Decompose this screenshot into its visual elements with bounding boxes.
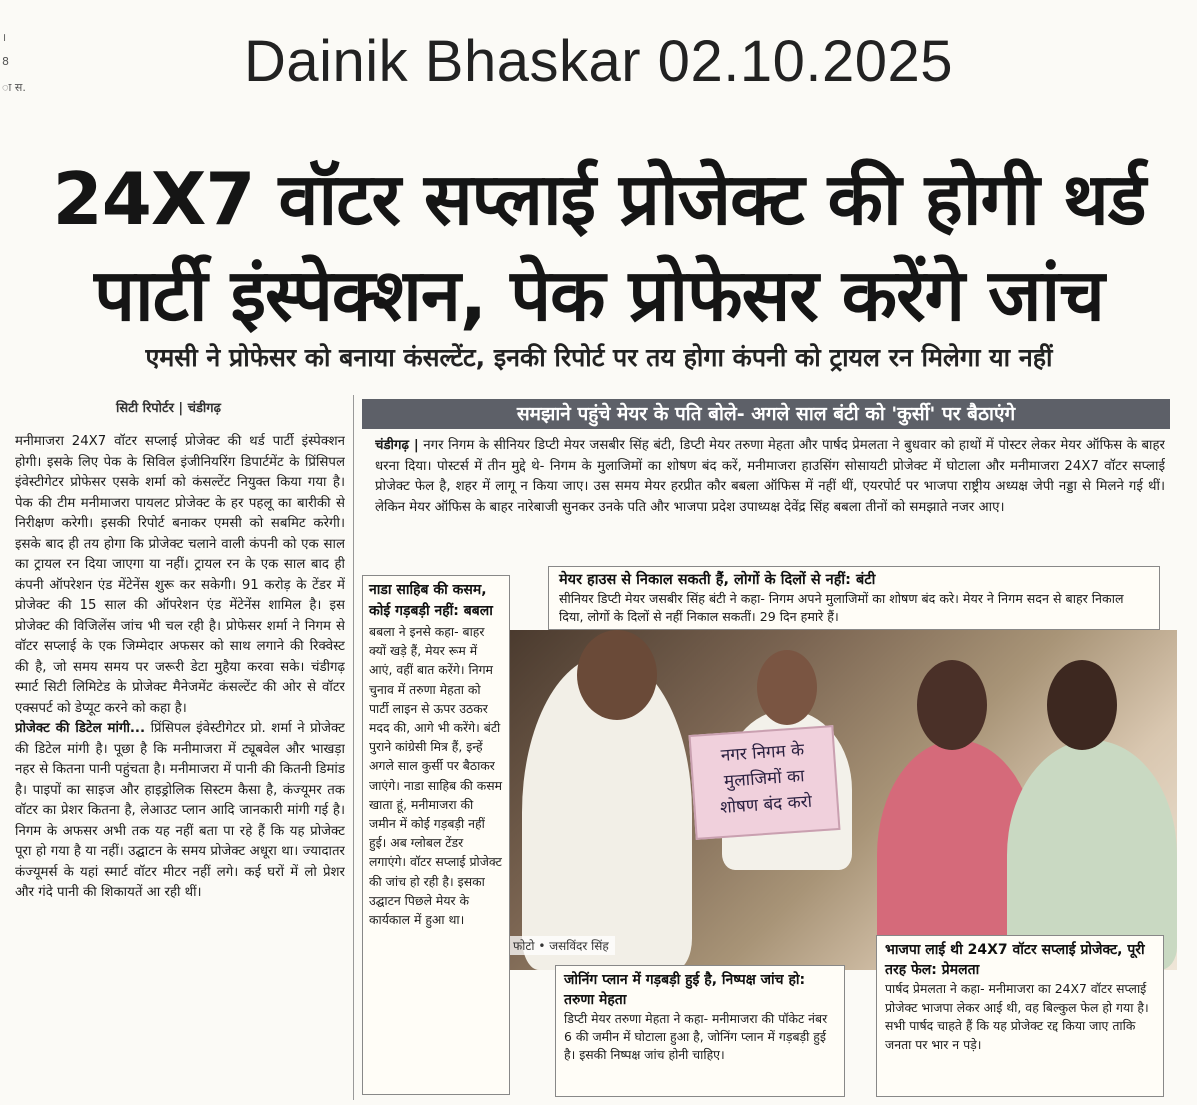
side-story-banner: समझाने पहुंचे मेयर के पति बोले- अगले साल बंटी को 'कुर्सी' पर बैठाएंगे	[362, 399, 1170, 429]
quote-box-premlata	[876, 935, 1164, 1097]
news-photo	[507, 630, 1177, 970]
source-label: Dainik Bhaskar 02.10.2025	[244, 29, 953, 94]
quote-box-heading: नाडा साहिब की कसम, कोई गड़बड़ी नहीं: बबला	[369, 582, 493, 619]
photo-person-head	[757, 650, 817, 725]
headline-line-1: 24X7 वॉटर सप्लाई प्रोजेक्ट की होगी थर्ड	[52, 157, 1146, 241]
photo-credit: फोटो • जसविंदर सिंह	[507, 936, 615, 955]
main-story-subhead: प्रोजेक्ट की डिटेल मांगी...	[15, 721, 146, 736]
headline-line-2: पार्टी इंस्पेक्शन, पेक प्रोफेसर करेंगे जांच	[94, 253, 1104, 337]
byline: सिटी रिपोर्टर | चंडीगढ़	[116, 401, 221, 416]
quote-box-body: पार्षद प्रेमलता ने कहा- मनीमाजरा का 24X7 वॉटर सप्लाई प्रोजेक्ट भाजपा लेकर आई थी, वह बिल्कुल फेल हो गया है। सभी पार्षद चाहते हैं कि यह प्रोजेक्ट रद्द किया जाए ताकि जनता पर भार न पड़े।	[885, 981, 1149, 1052]
photo-person-head	[917, 660, 987, 750]
edge-fragment-3: ा स.	[2, 81, 26, 94]
quote-box-heading: भाजपा लाई थी 24X7 वॉटर सप्लाई प्रोजेक्ट, पूरी तरह फेल: प्रेमलता	[885, 942, 1145, 978]
photo-person-head	[1047, 660, 1117, 750]
column-divider	[353, 395, 354, 1100]
quote-box-body: बबला ने इनसे कहा- बाहर क्यों खड़े हैं, मेयर रूम में आएं, वहीं बात करेंगे। निगम चुनाव में तरुणा मेहता को पार्टी लाइन से ऊपर उठकर मदद की, आगे भी करेंगे। बंटी पुराने कांग्रेसी मित्र हैं, इन्हें अगले साल कुर्सी पर बैठाकर जाएंगे। नाडा साहिब की कसम खाता हूं, मनीमाजरा की जमीन में कोई गड़बड़ी नहीं हुई। अब ग्लोबल टेंडर लगाएंगे। वॉटर सप्लाई प्रोजेक्ट की जांच हो रही है। इसका उद्घाटन पिछले मेयर के कार्यकाल में हुआ था।	[369, 624, 503, 928]
main-story	[15, 432, 345, 1092]
placard-line: शोषण बंद करो	[719, 791, 813, 819]
subheadline: एमसी ने प्रोफेसर को बनाया कंसल्टेंट, इनकी रिपोर्ट पर तय होगा कंपनी को ट्रायल रन मिलेगा या नहीं	[145, 343, 1053, 372]
quote-box-heading: मेयर हाउस से निकाल सकती हैं, लोगों के दिलों से नहीं: बंटी	[559, 572, 876, 588]
main-story-paragraph-1: मनीमाजरा 24X7 वॉटर सप्लाई प्रोजेक्ट की थर्ड पार्टी इंस्पेक्शन होगी। इसके लिए पेक के सिविल इंजीनियरिंग डिपार्टमेंट के प्रिंसिपल इंवेस्टीगेटर प्रोफेसर एसके शर्मा को कंसल्टेंट नियुक्त किया गया है। पेक की टीम मनीमाजरा पायलट प्रोजेक्ट के हर पहलू का बारीकी से निरीक्षण करेगी। इसकी रिपोर्ट बनाकर एमसी को सबमिट करेगी। इसके बाद ही तय होगा कि प्रोजेक्ट चलाने वाली कंपनी को एक साल का ट्रायल रन दिया जाएगा या नहीं। ट्रायल रन के एक साल बाद ही कंपनी ऑपरेशन एंड मेंटेनेंस शुरू कर सकेगी। 91 करोड़ के टेंडर में प्रोजेक्ट की 15 साल की ऑपरेशन एंड मेंटेनेंस शामिल है। इस प्रोजेक्ट की विजिलेंस जांच भी चल रही है। प्रोफेसर शर्मा ने निगम से वॉटर सप्लाई के एक जिम्मेदार अफसर को साथ लगाने की रिक्वेस्ट की है, जो समय समय पर जरूरी डेटा मुहैया करवा सके। चंडीगढ़ स्मार्ट सिटी लिमिटेड के प्रोजेक्ट मैनेजमेंट कंसल्टेंट की ओर से वॉटर एक्सपर्ट को डेप्यूट करने को कहा है।	[15, 434, 345, 716]
quote-box-taruna	[555, 965, 845, 1097]
quote-box-babla	[362, 575, 510, 1095]
quote-box-body: डिप्टी मेयर तरुणा मेहता ने कहा- मनीमाजरा की पॉकेट नंबर 6 की जमीन में घोटाला हुआ है, जोनिंग प्लान में गड़बड़ी हुई है। इसकी निष्पक्ष जांच होनी चाहिए।	[564, 1011, 828, 1062]
quote-box-bunty	[548, 566, 1160, 630]
protest-placard	[689, 725, 841, 840]
edge-fragment-1: ।	[2, 31, 7, 44]
quote-box-body: सीनियर डिप्टी मेयर जसबीर सिंह बंटी ने कहा- निगम अपने मुलाजिमों का शोषण बंद करे। मेयर ने निगम सदन से बाहर निकाल दिया, लोगों के दिलों से नहीं निकाल सकतीं। 29 दिन हमारे हैं।	[559, 591, 1124, 624]
main-story-paragraph-2-text: प्रिंसिपल इंवेस्टीगेटर प्रो. शर्मा ने प्रोजेक्ट की डिटेल मांगी है। पूछा है कि मनीमाजरा में ट्यूबवेल और भाखड़ा नहर से कितना पानी पहुंचता है। मनीमाजरा में पानी की कितनी डिमांड है। पाइपों का साइज और हाइड्रोलिक सिस्टम कैसा है, कंज्यूमर तक वॉटर का प्रेशर कितना है, लेआउट प्लान आदि जानकारी मांगी गई है। निगम के अफसर अभी तक यह नहीं बता पा रहे हैं कि यह प्रोजेक्ट पूरा हो गया है या नहीं। उद्घाटन के समय प्रोजेक्ट अधूरा था। ज्यादातर कंज्यूमर्स के यहां स्मार्ट वॉटर मीटर नहीं लगे। कई घरों में लो प्रेशर और गंदे पानी की शिकायतें आ रही थीं।	[15, 721, 345, 900]
side-story-text: नगर निगम के सीनियर डिप्टी मेयर जसबीर सिंह बंटी, डिप्टी मेयर तरुणा मेहता और पार्षद प्रेमलता ने बुधवार को हाथों में पोस्टर लेकर मेयर ऑफिस के बाहर धरना दिया। पोस्टर्स में तीन मुद्दे थे- निगम के मुलाजिमों का शोषण बंद करें, मनीमाजरा हाउसिंग सोसायटी प्रोजेक्ट में घोटाला और मनीमाजरा 24X7 वॉटर सप्लाई प्रोजेक्ट फेल है, शहर में लागू न किया जाए। उस समय मेयर हरप्रीत कौर बबला ऑफिस में नहीं थीं, एयरपोर्ट पर भाजपा राष्ट्रीय अध्यक्ष जेपी नड्डा से मिलने गई थीं। लेकिन मेयर ऑफिस के बाहर नारेबाजी सुनकर उनके पति और भाजपा प्रदेश उपाध्यक्ष देवेंद्र सिंह बबला तीनों को समझाते नजर आए।	[375, 438, 1165, 515]
placard-line: नगर निगम के	[720, 740, 805, 766]
photo-person-head	[577, 630, 657, 720]
placard-line: मुलाजिमों का	[723, 766, 806, 792]
edge-fragment-2: 8	[2, 55, 9, 68]
main-story-paragraph-2	[15, 719, 345, 904]
side-story-dateline: चंडीगढ़ |	[375, 438, 419, 453]
side-story	[375, 436, 1165, 551]
quote-box-heading: जोनिंग प्लान में गड़बड़ी हुई है, निष्पक्ष जांच हो: तरुणा मेहता	[564, 972, 806, 1008]
